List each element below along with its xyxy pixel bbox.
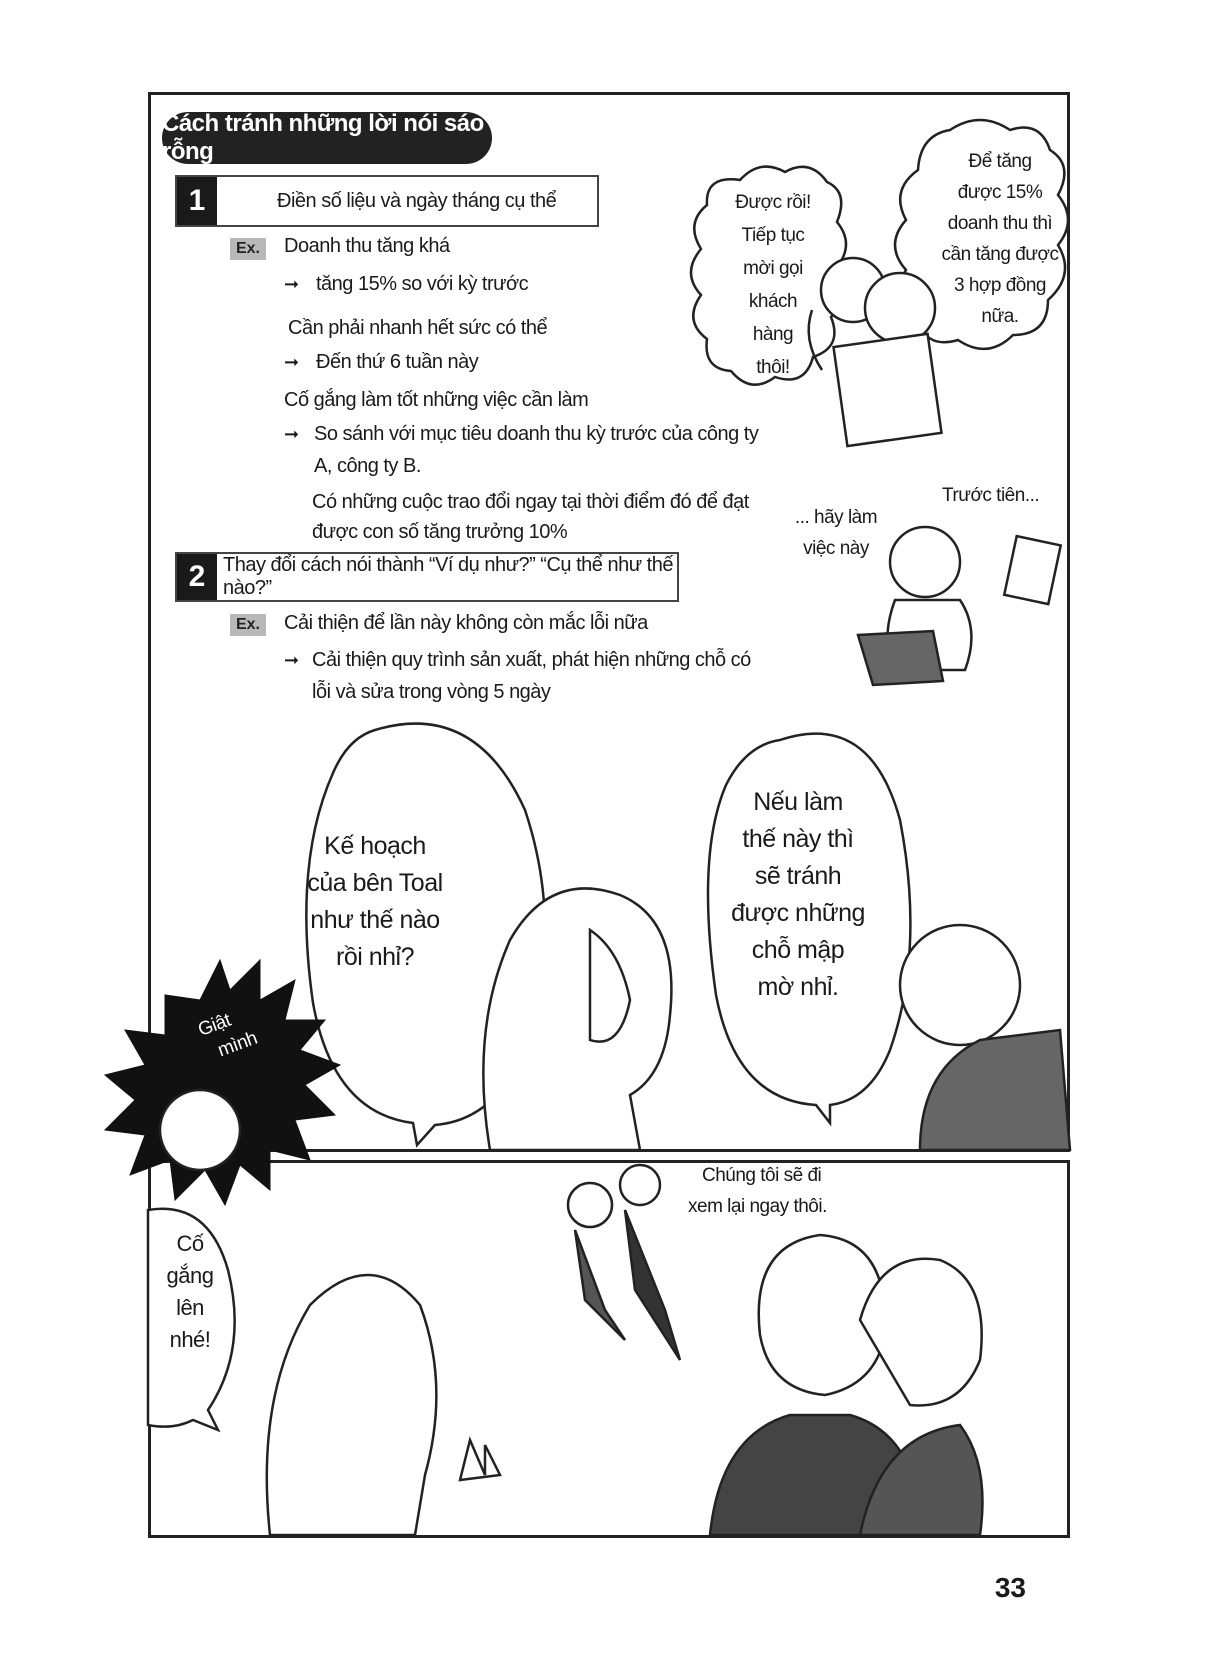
ex1-line-4: Đến thứ 6 tuần này: [316, 351, 479, 373]
bubble-line: thôi!: [756, 357, 790, 378]
point-2-header: [175, 552, 679, 602]
ex1-line-8: Có những cuộc trao đổi ngay tại thời điểm đó để đạt: [312, 491, 749, 513]
co-gang-text: [160, 1228, 220, 1356]
bubble-line: 3 hợp đồng: [954, 275, 1046, 296]
chung-toi-text: [688, 1160, 838, 1222]
ke-hoach-text: [300, 828, 450, 976]
bubble-line: Tiếp tục: [741, 225, 805, 246]
bubble-line: nhé!: [169, 1327, 211, 1352]
bubble-line: được những: [731, 899, 865, 927]
bubble-line: mình: [214, 1027, 260, 1062]
bubble-line: Chúng tôi sẽ đi: [702, 1165, 822, 1186]
point-1-header: [175, 175, 599, 227]
laughing-woman-illustration: [267, 1275, 500, 1535]
bubble-line: gắng: [166, 1263, 214, 1288]
bubble-line: sẽ tránh: [754, 862, 842, 890]
point-2-number: 2: [177, 554, 217, 600]
ex1-line-6: So sánh với mục tiêu doanh thu kỳ trước của công ty: [314, 423, 759, 445]
ex-tag-2: Ex.: [230, 614, 266, 636]
bubble-line: Nếu làm: [753, 788, 843, 816]
bubble-line: rồi nhỉ?: [336, 943, 414, 971]
bubble-line: Để tăng: [968, 151, 1032, 172]
ex1-line-1: Doanh thu tăng khá: [284, 235, 450, 257]
bubble-line: Kế hoạch: [324, 832, 426, 860]
bubble-line: mời gọi: [743, 258, 803, 279]
laptop-worker-illustration: [858, 527, 1061, 685]
bubble-line: Giật: [195, 1009, 234, 1041]
bubble-line: nữa.: [981, 306, 1019, 327]
bubble-line: cần tăng được: [941, 244, 1059, 265]
bubble-line: mờ nhỉ.: [757, 973, 839, 1001]
shock-burst: [105, 960, 340, 1205]
point-2-label: Thay đổi cách nói thành “Ví dụ như?” “Cụ thể như thế nào?”: [223, 554, 673, 599]
truoc-tien-text: Trước tiên...: [942, 485, 1040, 506]
page-number: 33: [994, 1572, 1026, 1603]
ex2-line-1: Cải thiện để lần này không còn mắc lỗi nữa: [284, 612, 648, 634]
section-title: Cách tránh những lời nói sáo rỗng: [162, 112, 492, 164]
bubble-line: khách: [748, 291, 798, 312]
bubble-line: ... hãy làm: [794, 507, 878, 528]
ex1-line-2: tăng 15% so với kỳ trước: [316, 273, 529, 295]
arrow-icon: ➞: [284, 424, 300, 444]
bubble-line: của bên Toal: [307, 869, 443, 897]
bubble-line: Được rồi!: [735, 192, 811, 213]
bubble-line: như thế nào: [310, 906, 440, 934]
bubble-line: được 15%: [957, 182, 1043, 203]
cloud-left-text: [718, 186, 828, 384]
ex-tag-1: Ex.: [230, 238, 266, 260]
woman-right-illustration: [900, 925, 1070, 1150]
bubble-line: lên: [176, 1295, 204, 1320]
arrow-icon: ➞: [284, 352, 300, 372]
bubble-line: việc này: [803, 538, 869, 559]
ex1-line-5: Cố gắng làm tốt những việc cần làm: [284, 389, 589, 411]
hay-lam-text: [786, 502, 886, 564]
ex1-line-9: được con số tăng trưởng 10%: [312, 521, 568, 543]
ex2-line-3: lỗi và sửa trong vòng 5 ngày: [312, 681, 551, 703]
arrow-icon: ➞: [284, 274, 300, 294]
running-men-illustration: [568, 1165, 680, 1360]
ex1-line-3: Cần phải nhanh hết sức có thể: [288, 317, 548, 339]
point-1-label: Điền số liệu và ngày tháng cụ thể: [277, 189, 557, 212]
point-1-number: 1: [177, 177, 217, 225]
cloud-right-text: [935, 146, 1065, 332]
manager-and-woman-illustration: [710, 1235, 983, 1535]
bubble-line: thế này thì: [742, 825, 854, 853]
ex1-line-7: A, công ty B.: [314, 455, 421, 477]
coworkers-illustration: [809, 258, 942, 446]
bubble-line: xem lại ngay thôi.: [688, 1196, 827, 1217]
bubble-line: Cố: [176, 1231, 204, 1256]
bubble-line: hàng: [752, 324, 794, 345]
bubble-line: doanh thu thì: [947, 213, 1053, 234]
bubble-line: chỗ mập: [751, 936, 845, 964]
arrow-icon: ➞: [284, 650, 300, 670]
shocked-face: [160, 1090, 240, 1170]
neu-lam-text: [728, 784, 868, 1006]
ex2-line-2: Cải thiện quy trình sản xuất, phát hiện những chỗ có: [312, 649, 751, 671]
